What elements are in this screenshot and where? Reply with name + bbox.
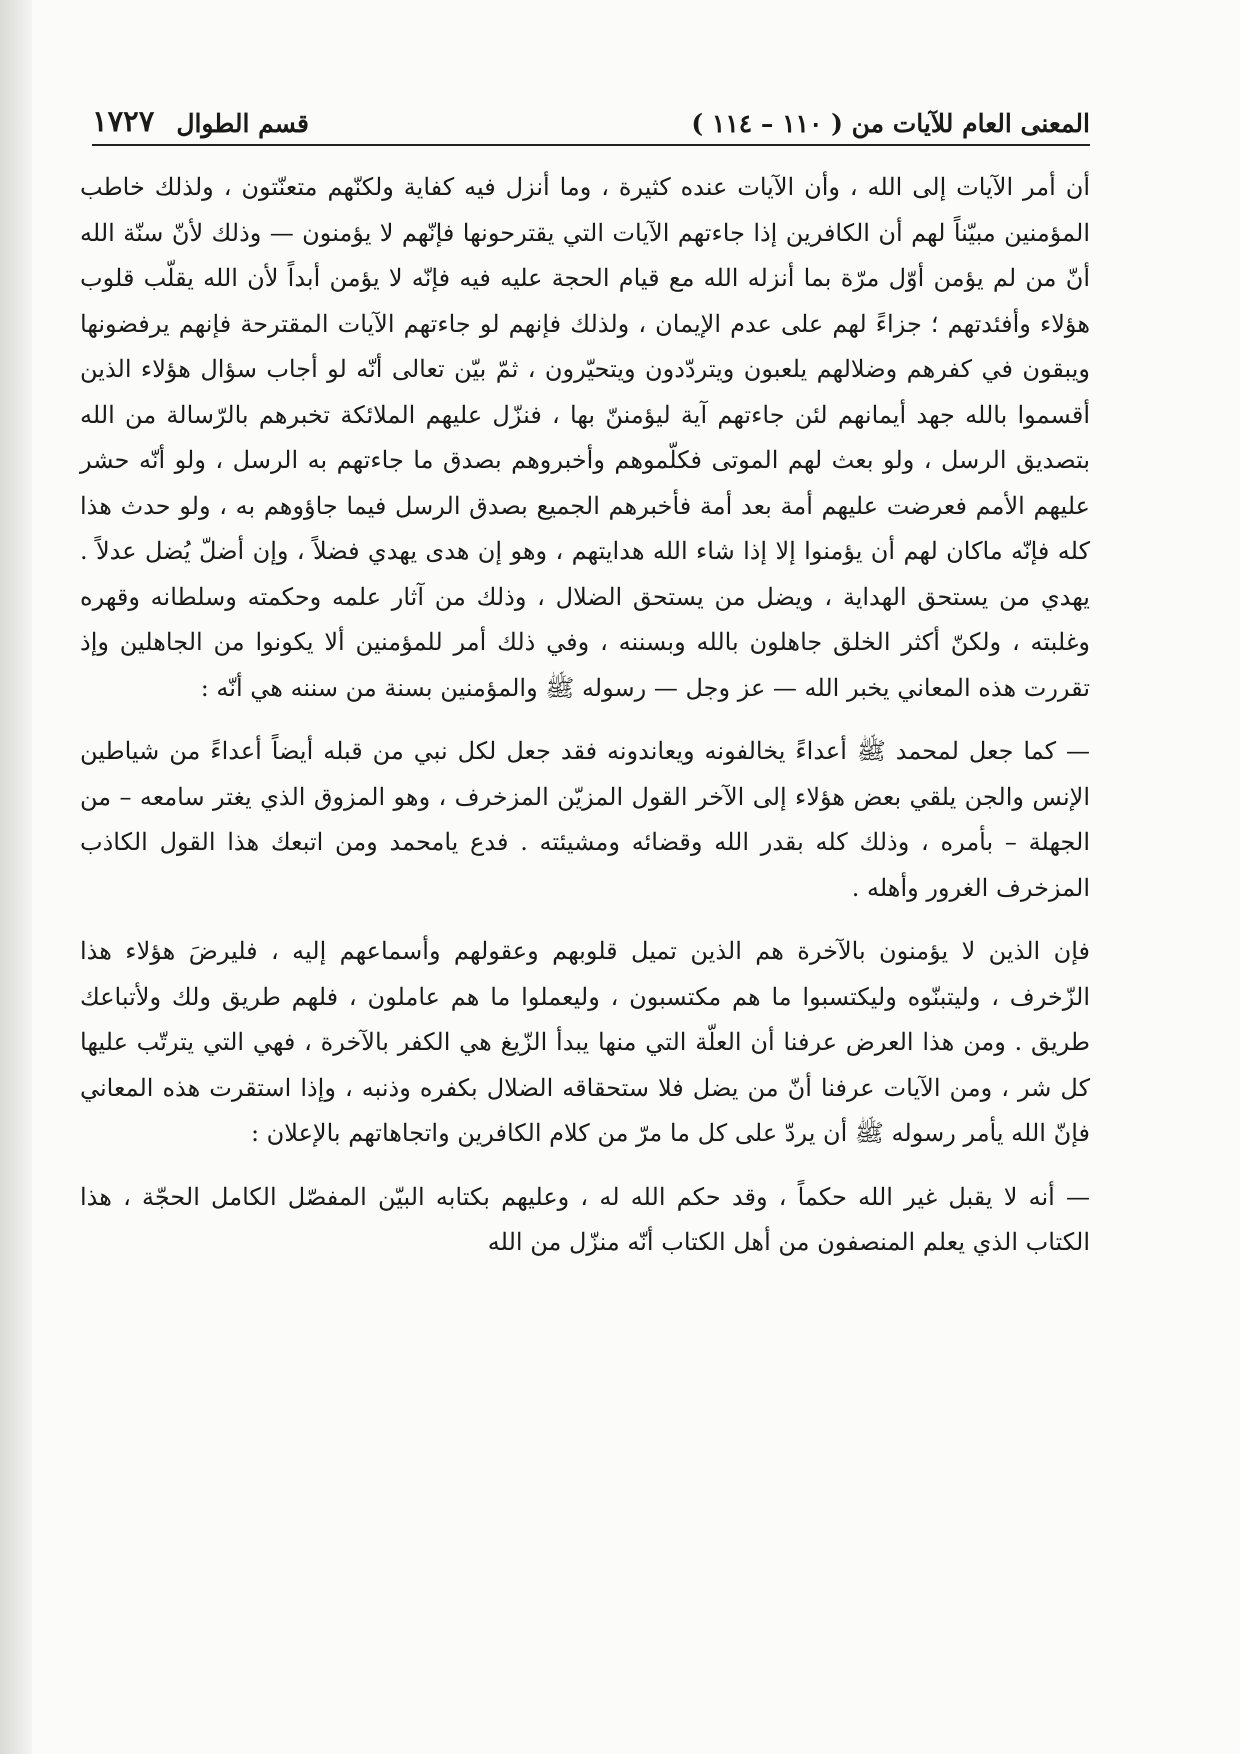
paragraph-2: — كما جعل لمحمد ﷺ أعداءً يخالفونه ويعاندونه فقد جعل لكل نبي من قبله أيضاً أعداءً من شياطين الإنس والجن يلقي بعض هؤلاء إلى الآخر القول المزيّن المزخرف ، وهو المزوق الذي يغتر سامعه – من الجهلة – بأمره ، وذلك كله بقدر الله وقضائه ومشيئته . فدع يامحمد ومن اتبعك هذا القول الكاذب المزخرف الغرور وأهله . bbox=[80, 737, 1090, 902]
page-binding-shadow bbox=[0, 0, 32, 1754]
page-body bbox=[80, 165, 1090, 1266]
running-header bbox=[92, 92, 1090, 146]
paragraph-1: أن أمر الآيات إلى الله ، وأن الآيات عنده كثيرة ، وما أنزل فيه كفاية ولكنّهم متعنّتون ، ولذلك خاطب المؤمنين مبيّناً لهم أن الكافرين إذا جاءتهم الآيات التي يقترحونها فإنّهم لا يؤمنون — وذلك لأنّ سنّة الله أنّ من لم يؤمن أوّل مرّة بما أنزله الله مع قيام الحجة عليه فيه فإنّه لا يؤمن أبداً لأن الله يقلّب قلوب هؤلاء وأفئدتهم ؛ جزاءً لهم على عدم الإيمان ، ولذلك فإنهم لو جاءتهم الآيات المقترحة فإنهم يرفضونها ويبقون في كفرهم وضلالهم يلعبون ويتردّدون ويتحيّرون ، ثمّ بيّن تعالى أنّه لو أجاب سؤال هؤلاء الذين أقسموا بالله جهد أيمانهم لئن جاءتهم آية ليؤمننّ بها ، فنزّل عليهم الملائكة تخبرهم بالرّسالة من الله بتصديق الرسل ، ولو بعث لهم الموتى فكلّموهم وأخبروهم بصدق ما جاءتهم به الرسل ، ولو أنّه حشر عليهم الأمم فعرضت عليهم أمة بعد أمة فأخبرهم الجميع بصدق الرسل فيما جاؤوهم به ، ولو حدث هذا كله فإنّه ماكان لهم أن يؤمنوا إلا إذا شاء الله هدايتهم ، وهو إن هدى يهدي فضلاً ، وإن أضلّ يُضل عدلاً . يهدي من يستحق الهداية ، ويضل من يستحق الضلال ، وذلك من آثار علمه وحكمته وسلطانه وقهره وغلبته ، ولكنّ أكثر الخلق جاهلون بالله وبسننه ، وفي ذلك أمر للمؤمنين ألا يكونوا من الجاهلين وإذ تقررت هذه المعاني يخبر الله — عز وجل — رسوله ﷺ والمؤمنين بسنة من سننه هي أنّه : bbox=[80, 173, 1090, 702]
header-title: المعنى العام للآيات من ( ١١٠ – ١١٤ ) bbox=[691, 109, 1090, 138]
page-number: ١٧٢٧ bbox=[92, 104, 155, 138]
header-section: قسم الطوال bbox=[176, 109, 310, 138]
paragraph-3: فإن الذين لا يؤمنون بالآخرة هم الذين تميل قلوبهم وعقولهم وأسماعهم إليه ، فليرضَ هؤلاء هذا الزّخرف ، وليتبنّوه وليكتسبوا ما هم مكتسبون ، وليعملوا ما هم عاملون ، فلهم طريق ولك ولأتباعك طريق . ومن هذا العرض عرفنا أن العلّة التي منها يبدأ الزّيغ هي الكفر بالآخرة ، فهي التي يترتّب عليها كل شر ، ومن الآيات عرفنا أنّ من يضل فلا ستحقاقه الضلال بكفره وذنبه ، وإذا استقرت هذه المعاني فإنّ الله يأمر رسوله ﷺ أن يردّ على كل ما مرّ من كلام الكافرين واتجاهاتهم بالإعلان : bbox=[80, 937, 1090, 1147]
paragraph-4: — أنه لا يقبل غير الله حكماً ، وقد حكم الله له ، وعليهم بكتابه البيّن المفصّل الكامل الحجّة ، هذا الكتاب الذي يعلم المنصفون من أهل الكتاب أنّه منزّل من الله bbox=[80, 1182, 1090, 1256]
header-right-group bbox=[92, 104, 309, 138]
